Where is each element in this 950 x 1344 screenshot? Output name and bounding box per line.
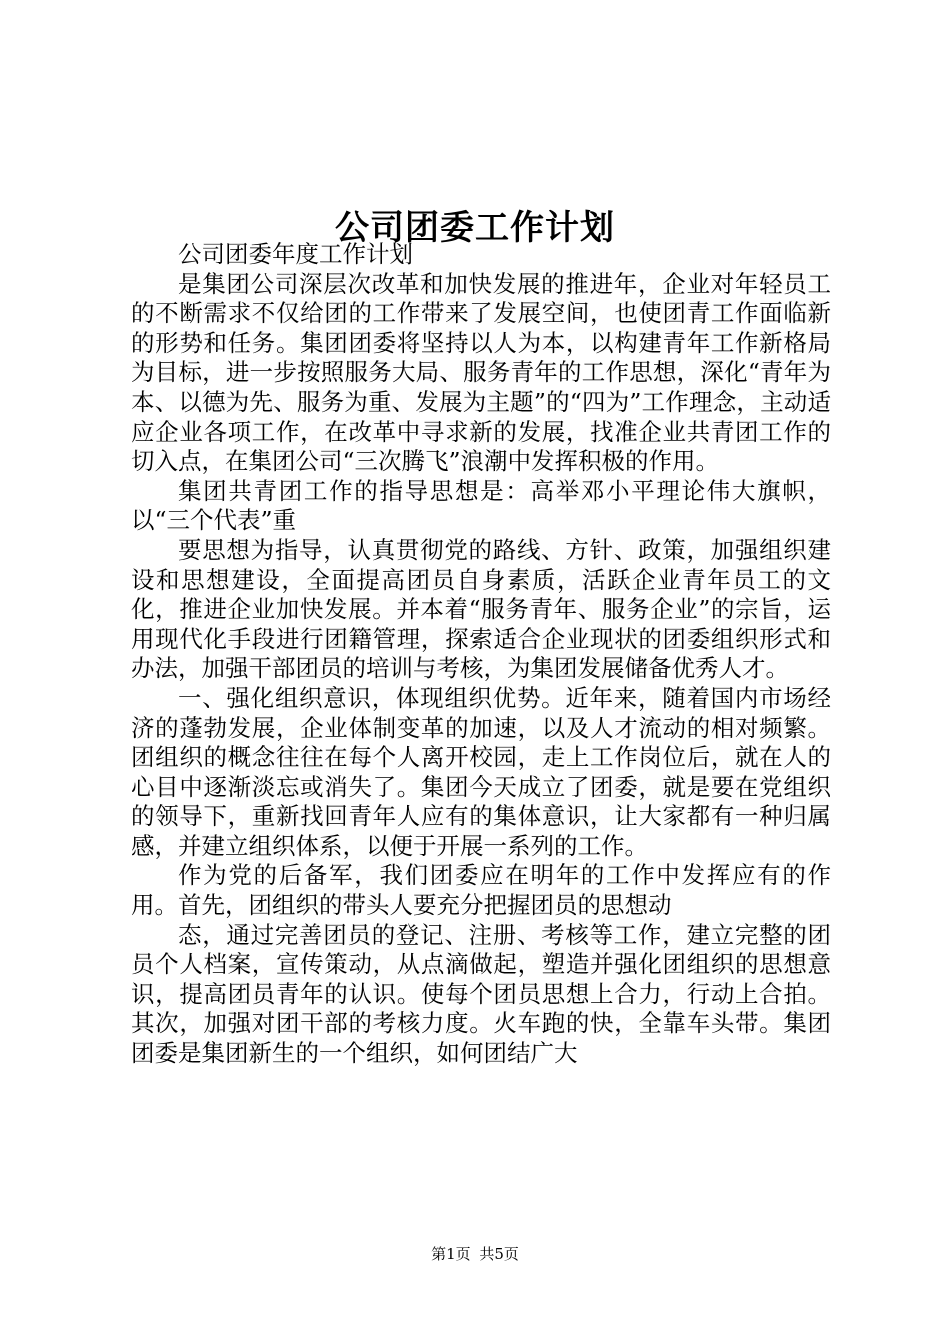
paragraph-reserve-army-continued: 态，通过完善团员的登记、注册、考核等工作，建立完整的团员个人档案，宣传策动，从点滴做起，塑造并强化团组织的思想意识，提高团员青年的认识。使每个团员思想上合力，行动上合拍。其次，加强对团干部的考核力度。火车跑的快，全靠车头带。集团团委是集团新生的一个组织，如何团结广大 bbox=[131, 920, 831, 1068]
document-title: 公司团委工作计划 bbox=[335, 207, 615, 248]
paragraph-guiding-thought: 集团共青团工作的指导思想是：高举邓小平理论伟大旗帜，以“三个代表”重 bbox=[131, 476, 831, 535]
page-total: 共5页 bbox=[479, 1245, 519, 1263]
paragraph-reserve-army: 作为党的后备军，我们团委应在明年的工作中发挥应有的作用。首先，团组织的带头人要充分把握团员的思想动 bbox=[131, 861, 831, 920]
paragraph-intro: 是集团公司深层次改革和加快发展的推进年，企业对年轻员工的不断需求不仅给团的工作带来了发展空间，也使团青工作面临新的形势和任务。集团团委将坚持以人为本，以构建青年工作新格局为目标，进一步按照服务大局、服务青年的工作思想，深化“青年为本、以德为先、服务为重、发展为主题”的“四为”工作理念，主动适应企业各项工作，在改革中寻求新的发展，找准企业共青团工作的切入点，在集团公司“三次腾飞”浪潮中发挥积极的作用。 bbox=[131, 269, 831, 476]
document-body bbox=[131, 240, 831, 1069]
page-footer bbox=[0, 1244, 950, 1264]
page-number: 第1页 bbox=[431, 1245, 471, 1263]
paragraph-subtitle: 公司团委年度工作计划 bbox=[178, 240, 413, 268]
paragraph-guiding-thought-continued: 要思想为指导，认真贯彻党的路线、方针、政策，加强组织建设和思想建设，全面提高团员自身素质，活跃企业青年员工的文化，推进企业加快发展。并本着“服务青年、服务企业”的宗旨，运用现代化手段进行团籍管理，探索适合企业现状的团委组织形式和办法，加强干部团员的培训与考核，为集团发展储备优秀人才。 bbox=[131, 535, 831, 683]
paragraph-section-one: 一、强化组织意识，体现组织优势。近年来，随着国内市场经济的蓬勃发展，企业体制变革的加速，以及人才流动的相对频繁。团组织的概念往往在每个人离开校园，走上工作岗位后，就在人的心目中逐渐淡忘或消失了。集团今天成立了团委，就是要在党组织的领导下，重新找回青年人应有的集体意识，让大家都有一种归属感，并建立组织体系，以便于开展一系列的工作。 bbox=[131, 683, 831, 860]
